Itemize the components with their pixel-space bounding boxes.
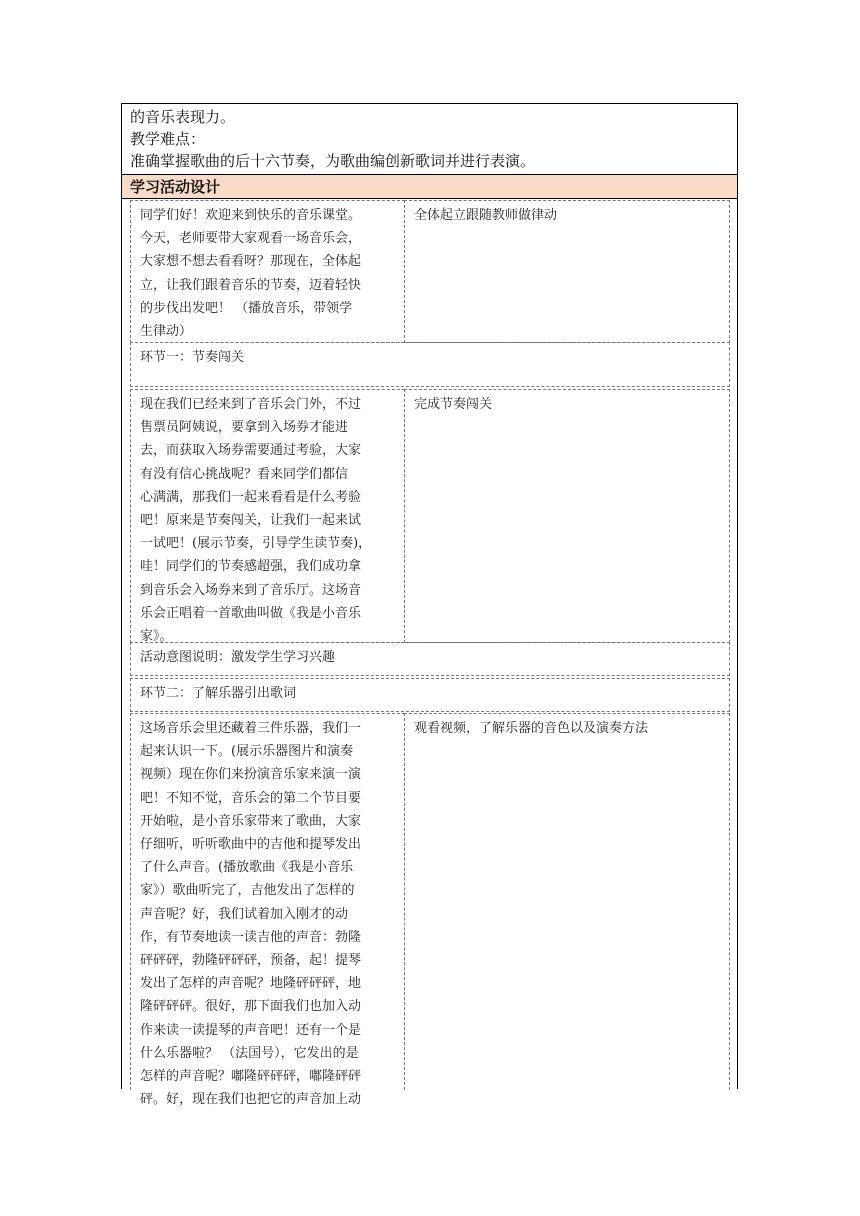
text-line: 心满满，那我们一起来看看是什么考验 [140, 489, 362, 505]
text-line: 的步伐出发吧！ （播放音乐，带领学 [140, 300, 353, 316]
text-line: 完成节奏闯关 [414, 397, 493, 412]
section-heading: 学习活动设计 [130, 178, 221, 196]
text-line: 大家想不想去看看呀？那现在，全体起 [140, 254, 362, 270]
activity-intent-row [130, 642, 730, 676]
text-line: 到音乐会入场券来到了音乐厅。这场音 [140, 582, 362, 598]
intro-line: 的音乐表现力。 [130, 108, 236, 126]
text-line: 售票员阿姨说，要拿到入场券才能进 [140, 420, 349, 436]
intro-line: 教学难点： [130, 130, 206, 148]
text-line: 全体起立跟随教师做律动 [414, 208, 558, 223]
student-activity-cell [404, 389, 730, 643]
text-line: 砰砰砰，勃隆砰砰砰，预备，起！提琴 [140, 953, 362, 969]
stage-one-row [130, 342, 730, 387]
text-line: 环节一：节奏闯关 [140, 350, 245, 365]
text-line: 开始啦，是小音乐家带来了歌曲，大家 [140, 813, 362, 829]
text-line: 一试吧！(展示节奏，引导学生读节奏)， [140, 536, 372, 552]
text-line: 作，有节奏地读一读吉他的声音：勃隆 [140, 929, 362, 945]
text-line: 作来读一读提琴的声音吧！还有一个是 [140, 1022, 362, 1038]
text-line: 怎样的声音呢？嘟隆砰砰砰，嘟隆砰砰 [140, 1069, 362, 1085]
stage-two-row [130, 678, 730, 712]
teacher-activity-cell [130, 200, 405, 343]
text-line: 砰。好，现在我们也把它的声音加上动 [140, 1092, 362, 1108]
text-line: 仔细听，听听歌曲中的吉他和提琴发出 [140, 837, 362, 853]
text-line: 家》）歌曲听完了，吉他发出了怎样的 [140, 883, 355, 899]
text-line: 吧！原来是节奏闯关，让我们一起来试 [140, 513, 362, 529]
text-line: 同学们好！欢迎来到快乐的音乐课堂。 [140, 208, 362, 223]
text-line: 今天，老师要带大家观看一场音乐会， [140, 231, 362, 247]
text-line: 有没有信心挑战呢？看来同学们都信 [140, 466, 349, 482]
text-line: 了什么声音。(播放歌曲《我是小音乐 [140, 860, 354, 876]
activity-table [130, 200, 729, 1108]
text-line: 声音呢？好，我们试着加入刚才的动 [140, 906, 349, 922]
text-line: 什么乐器啦？ （法国号），它发出的是 [140, 1045, 359, 1061]
student-activity-cell [404, 200, 730, 343]
text-line: 家》。 [140, 629, 173, 645]
text-line: 哇！同学们的节奏感超强，我们成功拿 [140, 559, 362, 575]
student-activity-cell [404, 713, 730, 1090]
intro-block [130, 106, 730, 172]
text-line: 这场音乐会里还藏着三件乐器，我们一 [140, 721, 362, 736]
teacher-activity-cell [130, 389, 405, 643]
text-line: 观看视频，了解乐器的音色以及演奏方法 [414, 721, 649, 736]
text-line: 生律动） [140, 324, 193, 340]
text-line: 隆砰砰砰。很好，那下面我们也加入动 [140, 999, 362, 1015]
text-line: 视频）现在你们来扮演音乐家来演一演 [140, 767, 362, 783]
text-line: 发出了怎样的声音呢？地隆砰砰砰，地 [140, 976, 362, 992]
text-line: 现在我们已经来到了音乐会门外，不过 [140, 397, 362, 412]
text-line: 乐会正唱着一首歌曲叫做《我是小音乐 [140, 605, 362, 621]
text-line: 吧！不知不觉，音乐会的第二个节目要 [140, 790, 362, 806]
text-line: 活动意图说明：激发学生学习兴趣 [140, 650, 336, 665]
text-line: 环节二：了解乐器引出歌词 [140, 686, 297, 701]
lesson-plan-table [121, 103, 738, 1108]
text-line: 立，让我们跟着音乐的节奏，迈着轻快 [140, 277, 362, 293]
intro-line: 准确掌握歌曲的后十六节奏，为歌曲编创新歌词并进行表演。 [130, 152, 536, 170]
teacher-activity-cell [130, 713, 405, 1108]
section-heading-row [122, 174, 737, 199]
text-line: 起来认识一下。(展示乐器图片和演奏 [140, 744, 354, 760]
text-line: 去，而获取入场券需要通过考验，大家 [140, 443, 362, 459]
